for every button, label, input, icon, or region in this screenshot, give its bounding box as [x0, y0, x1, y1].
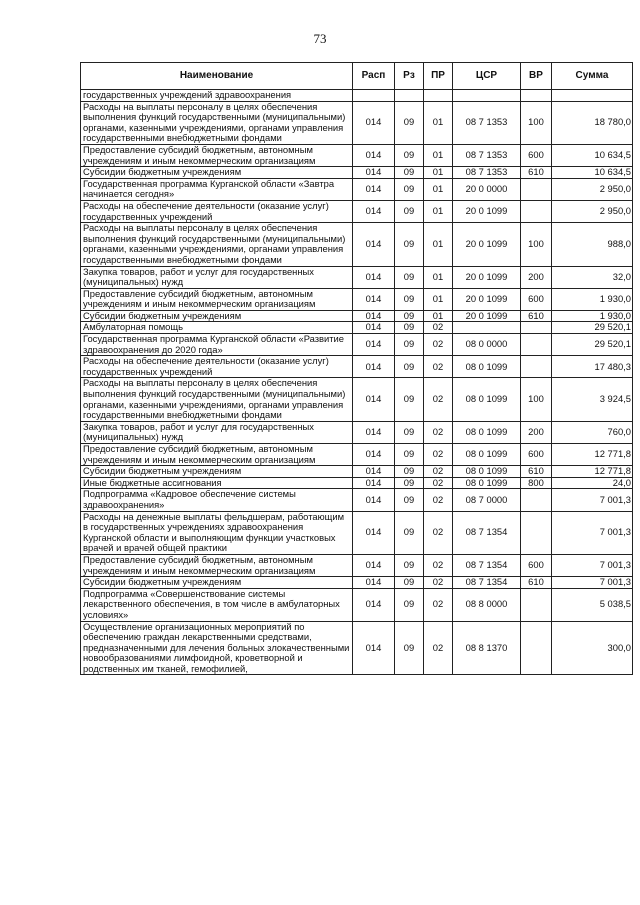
cell-name: Предоставление субсидий бюджетным, автономным учреждениям и иным некоммерческим организациям: [81, 288, 353, 310]
cell-rz: 09: [395, 477, 424, 489]
table-body: [81, 90, 633, 675]
cell-rasp: 014: [353, 554, 395, 576]
cell-name: Предоставление субсидий бюджетным, автономным учреждениям и иным некоммерческим организациям: [81, 444, 353, 466]
col-header-vr: ВР: [521, 63, 552, 90]
cell-vr: 600: [521, 288, 552, 310]
cell-vr: 610: [521, 167, 552, 179]
table-row: [81, 288, 633, 310]
cell-rasp: 014: [353, 356, 395, 378]
cell-name: Иные бюджетные ассигнования: [81, 477, 353, 489]
col-header-csr: ЦСР: [453, 63, 521, 90]
col-header-name: Наименование: [81, 63, 353, 90]
cell-rz: 09: [395, 178, 424, 200]
cell-csr: 08 0 1099: [453, 477, 521, 489]
cell-rz: 09: [395, 444, 424, 466]
table-row: [81, 144, 633, 166]
cell-csr: [453, 90, 521, 102]
col-header-pr: ПР: [424, 63, 453, 90]
cell-rz: [395, 90, 424, 102]
cell-vr: 800: [521, 477, 552, 489]
cell-vr: 100: [521, 101, 552, 144]
cell-csr: 20 0 1099: [453, 223, 521, 266]
cell-name: Предоставление субсидий бюджетным, автономным учреждениям и иным некоммерческим организациям: [81, 554, 353, 576]
cell-sum: 2 950,0: [552, 200, 633, 222]
cell-sum: 18 780,0: [552, 101, 633, 144]
cell-rasp: 014: [353, 223, 395, 266]
cell-csr: 08 7 1354: [453, 577, 521, 589]
cell-name: Субсидии бюджетным учреждениям: [81, 466, 353, 478]
cell-vr: 610: [521, 466, 552, 478]
cell-sum: 10 634,5: [552, 144, 633, 166]
cell-rz: 09: [395, 322, 424, 334]
cell-sum: 12 771,8: [552, 444, 633, 466]
cell-name: Субсидии бюджетным учреждениям: [81, 167, 353, 179]
table-row: [81, 444, 633, 466]
cell-pr: 02: [424, 588, 453, 621]
budget-table: [80, 62, 633, 675]
cell-sum: 300,0: [552, 621, 633, 675]
cell-vr: 610: [521, 577, 552, 589]
cell-rz: 09: [395, 421, 424, 443]
cell-vr: [521, 178, 552, 200]
cell-pr: 01: [424, 223, 453, 266]
cell-name: Государственная программа Курганской области «Развитие здравоохранения до 2020 года»: [81, 334, 353, 356]
table-row: [81, 90, 633, 102]
cell-vr: [521, 90, 552, 102]
table-row: [81, 167, 633, 179]
cell-csr: 20 0 1099: [453, 288, 521, 310]
cell-sum: 988,0: [552, 223, 633, 266]
cell-csr: 08 0 1099: [453, 378, 521, 421]
cell-name: Расходы на обеспечение деятельности (оказание услуг) государственных учреждений: [81, 356, 353, 378]
cell-pr: 02: [424, 444, 453, 466]
cell-pr: 02: [424, 577, 453, 589]
cell-rz: 09: [395, 356, 424, 378]
cell-csr: 08 7 1353: [453, 167, 521, 179]
cell-sum: 7 001,3: [552, 489, 633, 511]
cell-csr: 08 8 0000: [453, 588, 521, 621]
cell-csr: 08 0 1099: [453, 444, 521, 466]
table-row: [81, 200, 633, 222]
cell-csr: 08 7 0000: [453, 489, 521, 511]
cell-vr: [521, 621, 552, 675]
table-row: [81, 101, 633, 144]
cell-vr: [521, 322, 552, 334]
table-row: [81, 588, 633, 621]
table-row: [81, 511, 633, 554]
cell-name: Расходы на обеспечение деятельности (оказание услуг) государственных учреждений: [81, 200, 353, 222]
col-header-rasp: Расп: [353, 63, 395, 90]
cell-rasp: [353, 90, 395, 102]
cell-pr: 01: [424, 167, 453, 179]
cell-sum: 1 930,0: [552, 288, 633, 310]
cell-sum: 32,0: [552, 266, 633, 288]
cell-rz: 09: [395, 466, 424, 478]
cell-sum: 3 924,5: [552, 378, 633, 421]
cell-pr: 02: [424, 466, 453, 478]
cell-name: Закупка товаров, работ и услуг для государственных (муниципальных) нужд: [81, 421, 353, 443]
table-row: [81, 378, 633, 421]
cell-rz: 09: [395, 489, 424, 511]
cell-sum: 5 038,5: [552, 588, 633, 621]
table-row: [81, 421, 633, 443]
cell-name: Осуществление организационных мероприятий по обеспечению граждан лекарственными средствами, предназначенными для лечения больных злокачественными новообразованиями лимфоидной, кроветворной и родственных им тканей, гемофилией,: [81, 621, 353, 675]
cell-vr: 600: [521, 554, 552, 576]
cell-name: Государственная программа Курганской области «Завтра начинается сегодня»: [81, 178, 353, 200]
cell-pr: 02: [424, 421, 453, 443]
cell-rasp: 014: [353, 310, 395, 322]
cell-rz: 09: [395, 334, 424, 356]
cell-pr: 01: [424, 310, 453, 322]
cell-vr: 610: [521, 310, 552, 322]
cell-rasp: 014: [353, 200, 395, 222]
cell-pr: 01: [424, 288, 453, 310]
cell-sum: 29 520,1: [552, 334, 633, 356]
cell-pr: 02: [424, 322, 453, 334]
cell-vr: [521, 588, 552, 621]
cell-csr: 08 7 1353: [453, 144, 521, 166]
cell-pr: [424, 90, 453, 102]
cell-csr: 08 7 1353: [453, 101, 521, 144]
cell-rz: 09: [395, 511, 424, 554]
cell-csr: 20 0 1099: [453, 310, 521, 322]
cell-vr: [521, 356, 552, 378]
cell-name: государственных учреждений здравоохранения: [81, 90, 353, 102]
cell-csr: 08 0 1099: [453, 421, 521, 443]
cell-csr: 20 0 0000: [453, 178, 521, 200]
cell-rasp: 014: [353, 577, 395, 589]
cell-pr: 02: [424, 378, 453, 421]
cell-name: Предоставление субсидий бюджетным, автономным учреждениям и иным некоммерческим организациям: [81, 144, 353, 166]
cell-csr: [453, 322, 521, 334]
cell-vr: 600: [521, 144, 552, 166]
cell-csr: 08 7 1354: [453, 511, 521, 554]
cell-name: Субсидии бюджетным учреждениям: [81, 577, 353, 589]
cell-rz: 09: [395, 588, 424, 621]
cell-rasp: 014: [353, 511, 395, 554]
cell-rasp: 014: [353, 101, 395, 144]
cell-rasp: 014: [353, 178, 395, 200]
cell-name: Закупка товаров, работ и услуг для государственных (муниципальных) нужд: [81, 266, 353, 288]
cell-name: Подпрограмма «Кадровое обеспечение системы здравоохранения»: [81, 489, 353, 511]
cell-name: Расходы на выплаты персоналу в целях обеспечения выполнения функций государственными (муниципальными) органами, казенными учреждениями, органами управления государственными внебюджетными фондами: [81, 378, 353, 421]
table-row: [81, 223, 633, 266]
cell-rasp: 014: [353, 588, 395, 621]
cell-csr: 20 0 1099: [453, 266, 521, 288]
cell-rasp: 014: [353, 334, 395, 356]
cell-rz: 09: [395, 554, 424, 576]
cell-pr: 02: [424, 334, 453, 356]
cell-vr: [521, 489, 552, 511]
cell-rasp: 014: [353, 266, 395, 288]
cell-rasp: 014: [353, 621, 395, 675]
cell-sum: 29 520,1: [552, 322, 633, 334]
cell-pr: 02: [424, 621, 453, 675]
cell-sum: [552, 90, 633, 102]
cell-rz: 09: [395, 621, 424, 675]
cell-pr: 02: [424, 554, 453, 576]
cell-pr: 01: [424, 178, 453, 200]
cell-name: Расходы на выплаты персоналу в целях обеспечения выполнения функций государственными (муниципальными) органами, казенными учреждениями, органами управления государственными внебюджетными фондами: [81, 101, 353, 144]
cell-rz: 09: [395, 577, 424, 589]
table-row: [81, 554, 633, 576]
cell-sum: 7 001,3: [552, 554, 633, 576]
cell-sum: 7 001,3: [552, 577, 633, 589]
cell-sum: 7 001,3: [552, 511, 633, 554]
cell-pr: 01: [424, 200, 453, 222]
cell-vr: 100: [521, 378, 552, 421]
cell-rz: 09: [395, 167, 424, 179]
cell-name: Расходы на денежные выплаты фельдшерам, работающим в государственных учреждениях здравоохранения Курганской области и выполняющим функции участковых врачей и врачей общей практики: [81, 511, 353, 554]
table-row: [81, 178, 633, 200]
cell-vr: [521, 334, 552, 356]
cell-vr: 200: [521, 421, 552, 443]
cell-pr: 02: [424, 511, 453, 554]
col-header-rz: Рз: [395, 63, 424, 90]
cell-name: Подпрограмма «Совершенствование системы лекарственного обеспечения, в том числе в амбулаторных условиях»: [81, 588, 353, 621]
table-header-row: [81, 63, 633, 90]
cell-sum: 10 634,5: [552, 167, 633, 179]
cell-sum: 24,0: [552, 477, 633, 489]
table-row: [81, 466, 633, 478]
cell-name: Расходы на выплаты персоналу в целях обеспечения выполнения функций государственными (муниципальными) органами, казенными учреждениями, органами управления государственными внебюджетными фондами: [81, 223, 353, 266]
cell-csr: 08 0 1099: [453, 466, 521, 478]
cell-csr: 08 8 1370: [453, 621, 521, 675]
table-row: [81, 334, 633, 356]
cell-csr: 08 0 0000: [453, 334, 521, 356]
cell-sum: 12 771,8: [552, 466, 633, 478]
cell-rasp: 014: [353, 444, 395, 466]
cell-rz: 09: [395, 310, 424, 322]
cell-vr: [521, 200, 552, 222]
table-row: [81, 356, 633, 378]
cell-rz: 09: [395, 223, 424, 266]
cell-sum: 17 480,3: [552, 356, 633, 378]
table-row: [81, 310, 633, 322]
cell-sum: 760,0: [552, 421, 633, 443]
cell-vr: [521, 511, 552, 554]
col-header-sum: Сумма: [552, 63, 633, 90]
cell-rasp: 014: [353, 322, 395, 334]
cell-rasp: 014: [353, 378, 395, 421]
cell-rz: 09: [395, 266, 424, 288]
cell-csr: 08 7 1354: [453, 554, 521, 576]
page-number: 73: [313, 31, 327, 46]
cell-rasp: 014: [353, 167, 395, 179]
table-row: [81, 577, 633, 589]
table-row: [81, 621, 633, 675]
cell-rz: 09: [395, 200, 424, 222]
cell-csr: 20 0 1099: [453, 200, 521, 222]
table-row: [81, 322, 633, 334]
cell-name: Субсидии бюджетным учреждениям: [81, 310, 353, 322]
cell-pr: 02: [424, 477, 453, 489]
cell-pr: 01: [424, 266, 453, 288]
cell-sum: 1 930,0: [552, 310, 633, 322]
cell-rasp: 014: [353, 466, 395, 478]
cell-rasp: 014: [353, 288, 395, 310]
cell-rz: 09: [395, 288, 424, 310]
cell-rz: 09: [395, 144, 424, 166]
cell-pr: 02: [424, 489, 453, 511]
cell-pr: 02: [424, 356, 453, 378]
cell-vr: 600: [521, 444, 552, 466]
table-row: [81, 489, 633, 511]
cell-pr: 01: [424, 101, 453, 144]
table-row: [81, 266, 633, 288]
cell-rasp: 014: [353, 421, 395, 443]
cell-pr: 01: [424, 144, 453, 166]
cell-vr: 200: [521, 266, 552, 288]
table-row: [81, 477, 633, 489]
cell-rasp: 014: [353, 489, 395, 511]
cell-rasp: 014: [353, 144, 395, 166]
cell-name: Амбулаторная помощь: [81, 322, 353, 334]
cell-vr: 100: [521, 223, 552, 266]
cell-csr: 08 0 1099: [453, 356, 521, 378]
cell-sum: 2 950,0: [552, 178, 633, 200]
cell-rz: 09: [395, 101, 424, 144]
cell-rasp: 014: [353, 477, 395, 489]
cell-rz: 09: [395, 378, 424, 421]
